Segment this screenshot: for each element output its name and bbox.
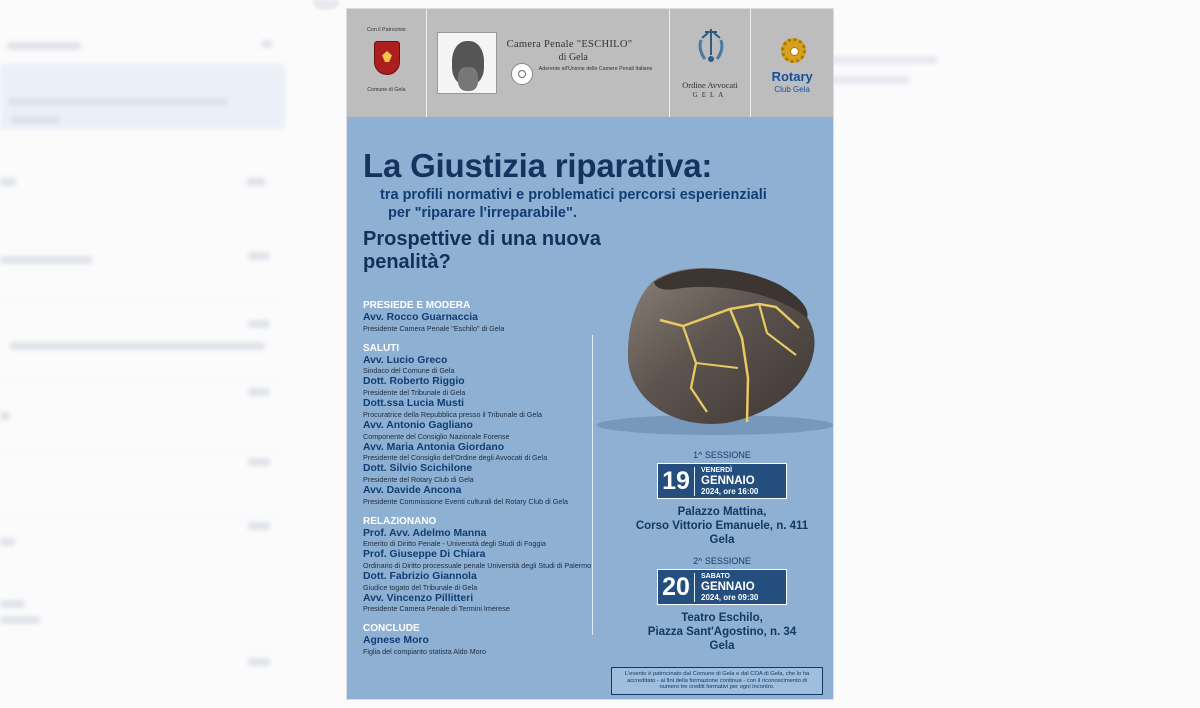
relazionano-section (363, 516, 593, 614)
session-2-time: 2024, ore 09:30 (701, 592, 759, 602)
speaker-entry (363, 463, 593, 484)
event-poster (346, 8, 834, 700)
conclude-section (363, 623, 593, 656)
camera-penale-title: Camera Penale "ESCHILO" (506, 39, 633, 50)
blurred-avatar-edge (313, 0, 339, 10)
credit-note: L'evento è patrocinato dal Comune di Gela e dal COA di Gela, che lo ha accreditato - ai fini della formazione continua - con il riconoscimento di numero tre crediti formativi per ogni incontro. (611, 667, 823, 695)
rotary-name: Rotary (771, 69, 813, 84)
session-1 (617, 450, 827, 547)
poster-body (347, 117, 833, 700)
speaker-name: Avv. Davide Ancona (363, 484, 462, 496)
relazionano-heading: RELAZIONANO (363, 515, 437, 527)
comune-shield-icon (374, 41, 400, 75)
speaker-entry (363, 571, 593, 592)
blurred-row (0, 64, 285, 130)
subtitle-line-2: per "riparare l'irreparabile". (388, 205, 577, 221)
presiede-role: Presidente Camera Penale "Eschilo" di Gela (363, 323, 505, 333)
ordine-city: GELA (692, 91, 728, 99)
session-2-venue (617, 611, 827, 653)
speaker-role: Ordinario di Diritto processuale penale Università degli Studi di Palermo (363, 561, 592, 571)
camera-penale-logo-block (427, 9, 670, 117)
session-1-venue (617, 505, 827, 547)
session-1-venue-line-2: Corso Vittorio Emanuele, n. 411 (635, 520, 809, 532)
saluti-section (363, 343, 593, 506)
conclude-name: Agnese Moro (363, 635, 429, 647)
conclude-heading: CONCLUDE (363, 623, 420, 635)
blurred-row (0, 452, 285, 518)
speaker-role: Presidente del Consiglio dell'Ordine degli Avvocati di Gela (363, 453, 548, 463)
speaker-name: Dott.ssa Lucia Musti (363, 398, 465, 410)
speaker-name: Dott. Roberto Riggio (363, 376, 465, 388)
speaker-entry (363, 420, 593, 441)
presiede-section (363, 300, 593, 333)
session-2-day: 20 (658, 573, 695, 602)
prospettive-line-2: penalità? (363, 251, 451, 273)
session-2-date-box (657, 569, 787, 605)
speaker-role: Giudice togato del Tribunale di Gela (363, 582, 478, 592)
ordine-title: Ordine Avvocati (682, 80, 738, 90)
session-1-date-details (695, 467, 758, 496)
rotary-logo-block (751, 9, 833, 117)
speaker-name: Avv. Vincenzo Pillitteri (363, 592, 474, 604)
speaker-role: Presidente Camera Penale di Termini Imerese (363, 604, 510, 614)
speaker-role: Emerito di Diritto Penale - Università degli Studi di Foggia (363, 539, 546, 549)
presiede-heading: PRESIEDE E MODERA (363, 300, 471, 311)
session-1-date-box (657, 463, 787, 499)
rotary-club-name: Club Gela (774, 85, 810, 94)
session-2-date-details (695, 573, 758, 602)
speaker-name: Dott. Silvio Scichilone (363, 463, 473, 475)
laurel-scales-icon (693, 24, 729, 66)
session-2-label: 2^ SESSIONE (693, 556, 751, 566)
blurred-row (0, 384, 285, 450)
session-1-day: 19 (658, 467, 695, 496)
speaker-name: Prof. Avv. Adelmo Manna (363, 527, 487, 539)
blurred-row (0, 312, 285, 378)
logo-bar (347, 9, 833, 117)
speaker-entry (363, 376, 593, 397)
speaker-column (363, 300, 593, 666)
camera-affiliation: Aderente all'Unione delle Camere Penali Italiane (538, 66, 653, 72)
speaker-entry (363, 549, 593, 570)
session-1-label: 1^ SESSIONE (693, 450, 751, 460)
session-1-city: Gela (709, 534, 735, 546)
presiede-name: Avv. Rocco Guarnaccia (363, 312, 478, 323)
blurred-left-panel (0, 0, 290, 708)
camera-seal-icon (511, 63, 533, 85)
eschilo-portrait-icon (437, 32, 497, 94)
speaker-name: Dott. Fabrizio Giannola (363, 571, 477, 583)
session-2-month: GENNAIO (701, 580, 755, 593)
blurred-row (0, 232, 285, 298)
comune-logo-block (347, 9, 427, 117)
kintsugi-bowl-icon (593, 254, 833, 435)
speaker-name: Avv. Antonio Gagliano (363, 419, 473, 431)
speaker-role: Componente del Consiglio Nazionale Forense (363, 431, 510, 441)
session-2-dayname: SABATO (701, 572, 730, 580)
camera-penale-text-block (507, 9, 669, 117)
session-1-dayname: VENERDÌ (701, 466, 733, 474)
session-2-venue-line-1: Teatro Eschilo, (681, 612, 763, 624)
subtitle-line-1: tra profili normativi e problematici percorsi esperienziali (380, 187, 767, 203)
conclude-role: Figlia del compianto statista Aldo Moro (363, 647, 487, 657)
session-2 (617, 556, 827, 653)
blurred-row (0, 648, 285, 708)
blurred-right-text (820, 40, 980, 110)
speaker-name: Avv. Maria Antonia Giordano (363, 441, 505, 453)
speaker-role: Presidente Commissione Eventi culturali del Rotary Club di Gela (363, 496, 568, 506)
speaker-role: Sindaco del Comune di Gela (363, 366, 455, 376)
speaker-role: Presidente del Rotary Club di Gela (363, 474, 474, 484)
speaker-entry (363, 485, 593, 506)
comune-text: Comune di Gela (367, 87, 406, 93)
camera-penale-city: di Gela (558, 52, 588, 63)
speaker-name: Avv. Lucio Greco (363, 354, 448, 366)
speaker-entry (363, 442, 593, 463)
prospettive-line-1: Prospettive di una nuova (363, 228, 601, 250)
speaker-entry (363, 593, 593, 614)
column-divider (592, 335, 593, 635)
blurred-row (0, 518, 285, 584)
poster-subtitle (380, 186, 820, 222)
speaker-name: Prof. Giuseppe Di Chiara (363, 549, 486, 561)
session-1-time: 2024, ore 16:00 (701, 486, 759, 496)
patronage-text: Con il Patrocinio (367, 27, 406, 33)
rotary-wheel-icon (781, 38, 806, 63)
speaker-role: Presidente del Tribunale di Gela (363, 388, 466, 398)
session-1-month: GENNAIO (701, 474, 755, 487)
session-2-city: Gela (709, 640, 735, 652)
poster-main-title: La Giustizia riparativa: (363, 147, 713, 184)
saluti-heading: SALUTI (363, 342, 400, 354)
blurred-row (0, 150, 285, 216)
speaker-entry (363, 355, 593, 376)
speaker-entry (363, 528, 593, 549)
speaker-role: Procuratrice della Repubblica presso il Tribunale di Gela (363, 409, 542, 419)
speaker-entry (363, 398, 593, 419)
blurred-row (0, 582, 285, 648)
session-2-venue-line-2: Piazza Sant'Agostino, n. 34 (647, 626, 797, 638)
session-1-venue-line-1: Palazzo Mattina, (677, 506, 767, 518)
ordine-avvocati-logo-block (670, 9, 752, 117)
